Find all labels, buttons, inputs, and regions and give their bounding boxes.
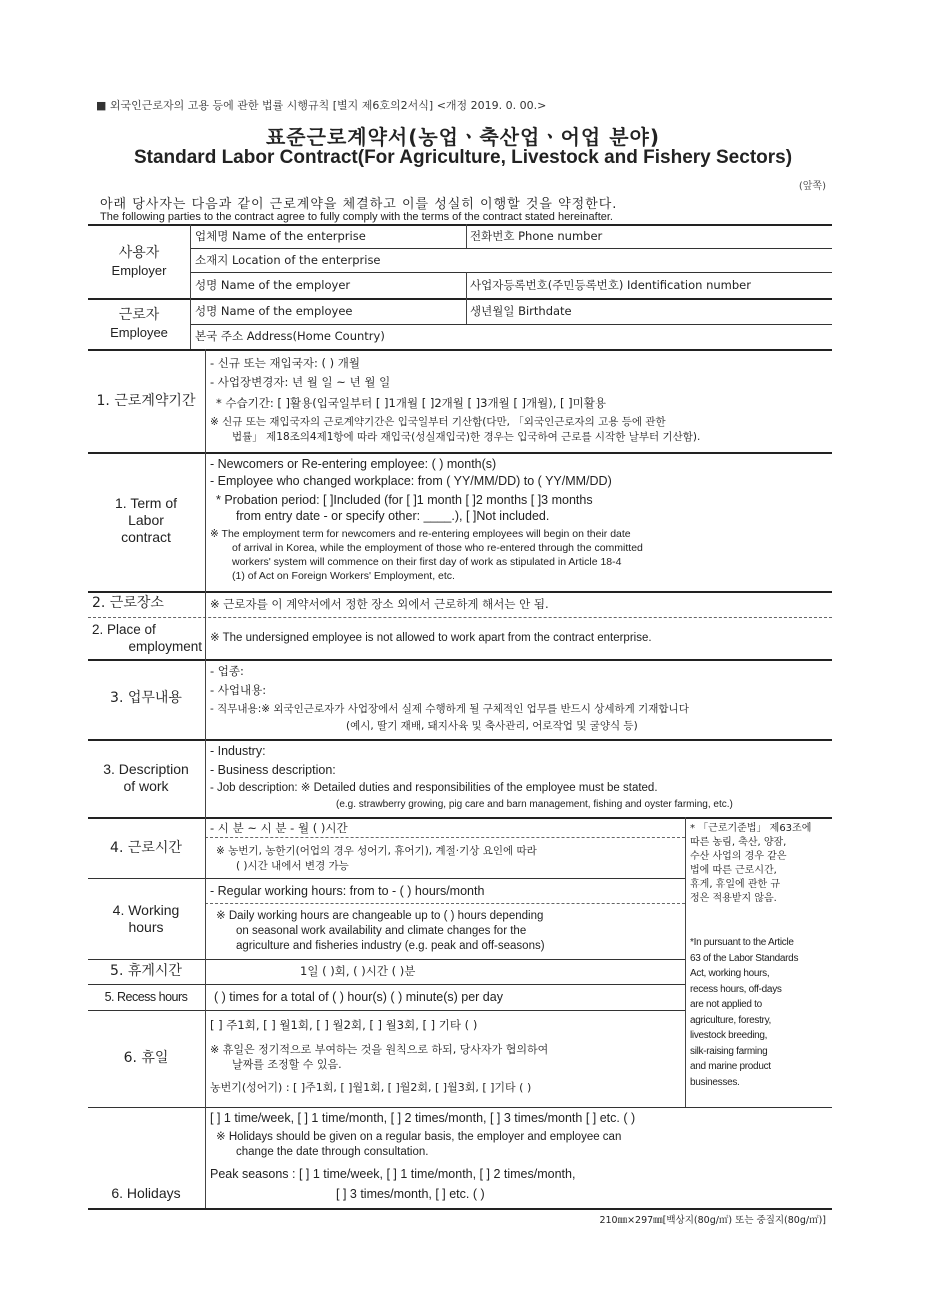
title-korean: 표준근로계약서(농업ㆍ축산업ㆍ어업 분야)	[265, 125, 660, 149]
identification-number-field[interactable]: 사업자등록번호(주민등록번호) Identification number	[470, 278, 751, 292]
employer-label: 사용자 Employer	[111, 245, 167, 278]
s4-en-line1[interactable]: - Regular working hours: from to - ( ) hours/month	[210, 884, 485, 898]
employee-name-field[interactable]: 성명 Name of the employee	[195, 304, 353, 318]
s5-ko-text[interactable]: 1일 ( )회, ( )시간 ( )분	[300, 964, 416, 978]
s4-en-note3: agriculture and fisheries industry (e.g. peak and off-seasons)	[236, 940, 545, 952]
s6-ko-line1[interactable]: [ ] 주1회, [ ] 월1회, [ ] 월2회, [ ] 월3회, [ ] 기타 ( )	[210, 1018, 478, 1032]
s3-en-example: (e.g. strawberry growing, pig care and barn management, fishing and oyster farming, etc.)	[336, 799, 733, 810]
birthdate-field[interactable]: 생년월일 Birthdate	[470, 304, 572, 318]
home-address-field[interactable]: 본국 주소 Address(Home Country)	[195, 329, 385, 343]
s1-en-line4: from entry date - or specify other: ____.), [ ]Not included.	[236, 509, 550, 523]
s6-ko-note2: 날짜를 조정할 수 있음.	[232, 1058, 342, 1071]
s1-ko-line1: - 신규 또는 재입국자: ( ) 개월	[210, 356, 361, 370]
s1-ko-line2: - 사업장변경자: 년 월 일 ~ 년 월 일	[210, 375, 391, 389]
work-label-english: 3. Description of work	[103, 761, 189, 794]
s1-en-line3: * Probation period: [ ]Included (for [ ]1 month [ ]2 months [ ]3 months	[216, 493, 593, 507]
s1-en-line1: - Newcomers or Re-entering employee: ( ) month(s)	[210, 457, 497, 471]
hours-label-korean: 4. 근로시간	[110, 840, 182, 856]
s1-ko-note2: 법률」 제18조의4제1항에 따라 재입국(성실재입국)한 경우는 입국하여 근로를 시작한 날부터 기산함).	[232, 431, 701, 443]
s1-en-note1: ※ The employment term for newcomers and re-entering employees will begin on their date	[210, 528, 631, 540]
s6-ko-note1: ※ 휴일은 정기적으로 부여하는 것을 원칙으로 하되, 당사자가 협의하여	[210, 1043, 549, 1056]
hours-label-english: 4. Working hours	[112, 902, 180, 935]
s6-en-note1: ※ Holidays should be given on a regular basis, the employer and employee can	[216, 1131, 622, 1143]
intro-english: The following parties to the contract agree to fully comply with the terms of the contract stated hereinafter.	[100, 211, 613, 223]
holidays-label-korean: 6. 휴일	[123, 1050, 169, 1066]
s4-ko-note1: ※ 농번기, 농한기(어업의 경우 성어기, 휴어기), 계절·기상 요인에 따라	[216, 845, 537, 857]
s3-ko-industry[interactable]: - 업종:	[210, 664, 244, 678]
employer-name-field[interactable]: 성명 Name of the employer	[195, 278, 351, 292]
s3-ko-example: (예시, 딸기 재배, 돼지사육 및 축사관리, 어로작업 및 굴양식 등)	[346, 720, 638, 732]
s2-en-text: ※ The undersigned employee is not allowed to work apart from the contract enterprise.	[210, 632, 652, 644]
place-label-english: 2. Place of employment	[92, 622, 202, 654]
s1-en-note4: (1) of Act on Foreign Workers' Employment, etc.	[232, 570, 455, 582]
side-note-english: *In pursuant to the Article 63 of the Labor Standards Act, working hours, recess hours, off-days are not applied to agriculture, forestry, livestock breeding, silk-raising farming and marine product businesses.	[690, 937, 799, 1088]
s3-ko-duties[interactable]: - 직무내용:※ 외국인근로자가 사업장에서 실제 수행하게 될 구체적인 업무를 반드시 상세하게 기재합니다	[210, 703, 689, 715]
s1-ko-line3: * 수습기간: [ ]활용(입국일부터 [ ]1개월 [ ]2개월 [ ]3개월 [ ]개월), [ ]미활용	[216, 396, 606, 410]
form-reference: ■ 외국인근로자의 고용 등에 관한 법률 시행규칙 [별지 제6호의2서식] <개정 2019. 0. 00.>	[96, 99, 547, 112]
s6-en-peak1[interactable]: Peak seasons : [ ] 1 time/week, [ ] 1 time/month, [ ] 2 times/month,	[210, 1167, 576, 1181]
enterprise-name-field[interactable]: 업체명 Name of the enterprise	[195, 229, 366, 243]
s6-en-peak2[interactable]: [ ] 3 times/month, [ ] etc. ( )	[336, 1187, 485, 1201]
work-label-korean: 3. 업무내용	[110, 690, 182, 706]
s4-ko-note2: ( )시간 내에서 변경 가능	[236, 860, 349, 872]
paper-spec-footer: 210㎜×297㎜[백상지(80g/㎡) 또는 중질지(80g/㎡)]	[599, 1215, 826, 1226]
s3-en-duties[interactable]: - Job description: ※ Detailed duties and responsibilities of the employee must be stated.	[210, 782, 658, 794]
side-note-korean: * 「근로기준법」 제63조에 따른 농림, 축산, 양잠, 수산 사업의 경우 같은 법에 따른 근로시간, 휴게, 휴일에 관한 규 정은 적용받지 않음.	[690, 823, 812, 904]
s1-en-line2: - Employee who changed workplace: from ( YY/MM/DD) to ( YY/MM/DD)	[210, 474, 612, 488]
recess-label-english: 5. Recess hours	[104, 990, 188, 1004]
employee-label: 근로자 Employee	[110, 307, 168, 340]
s4-en-note1: ※ Daily working hours are changeable up to ( ) hours depending	[216, 910, 544, 922]
s3-en-industry[interactable]: - Industry:	[210, 744, 266, 758]
term-label-english: 1. Term of Labor contract	[115, 495, 177, 545]
holidays-label-english: 6. Holidays	[111, 1185, 181, 1201]
recess-label-korean: 5. 휴게시간	[110, 963, 182, 979]
s4-en-note2: on seasonal work availability and climate changes for the	[236, 925, 527, 937]
s6-en-line1[interactable]: [ ] 1 time/week, [ ] 1 time/month, [ ] 2 times/month, [ ] 3 times/month [ ] etc. ( )	[210, 1111, 636, 1125]
page-side-label: (앞쪽)	[798, 181, 826, 192]
place-label-korean: 2. 근로장소	[92, 595, 164, 611]
s3-ko-business[interactable]: - 사업내용:	[210, 683, 267, 697]
s5-en-text[interactable]: ( ) times for a total of ( ) hour(s) ( ) minute(s) per day	[214, 990, 503, 1004]
title-english: Standard Labor Contract(For Agriculture, Livestock and Fishery Sectors)	[133, 147, 793, 168]
phone-field[interactable]: 전화번호 Phone number	[470, 229, 603, 243]
intro-korean: 아래 당사자는 다음과 같이 근로계약을 체결하고 이를 성실히 이행할 것을 약정한다.	[100, 197, 618, 212]
s1-en-note2: of arrival in Korea, while the employment of those who re-entered through the committed	[232, 542, 643, 554]
term-label-korean: 1. 근로계약기간	[96, 393, 196, 409]
s1-ko-note1: ※ 신규 또는 재입국자의 근로계약기간은 입국일부터 기산함(다만, 「외국인근로자의 고용 등에 관한	[210, 416, 666, 428]
s6-ko-peak[interactable]: 농번기(성어기) : [ ]주1회, [ ]월1회, [ ]월2회, [ ]월3회, [ ]기타 ( )	[210, 1081, 532, 1094]
location-field[interactable]: 소재지 Location of the enterprise	[195, 253, 381, 267]
s4-ko-line1[interactable]: - 시 분 ~ 시 분 - 월 ( )시간	[210, 821, 348, 835]
s2-ko-text: ※ 근로자를 이 계약서에서 정한 장소 외에서 근로하게 해서는 안 됨.	[210, 597, 549, 611]
s1-en-note3: workers' system will commence on their first day of work as stipulated in Article 18-4	[232, 556, 622, 568]
s3-en-business[interactable]: - Business description:	[210, 763, 336, 777]
s6-en-note2: change the date through consultation.	[236, 1146, 429, 1158]
